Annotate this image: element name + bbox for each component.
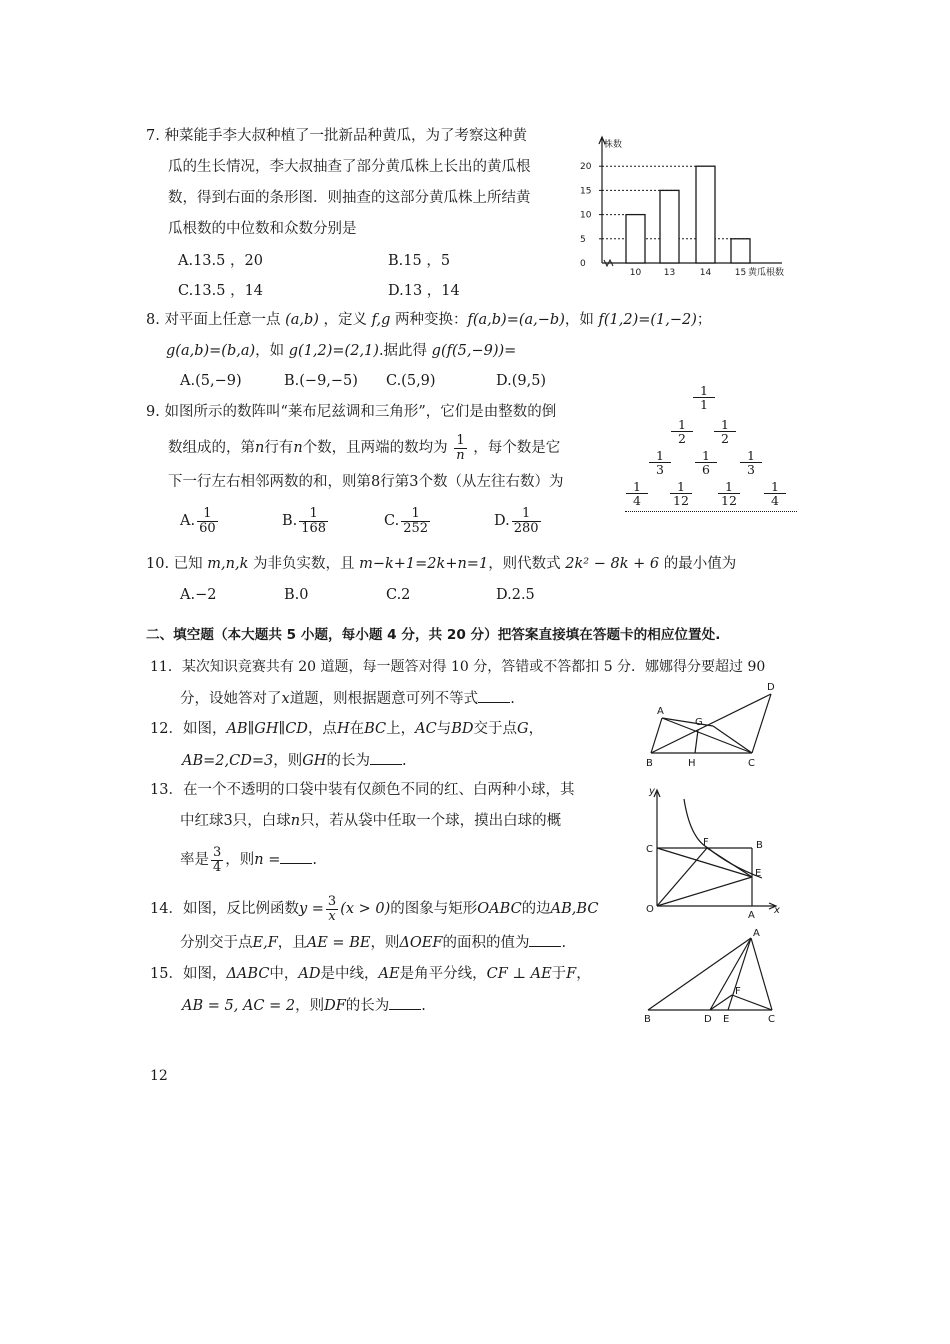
q8-g-example: g(1,2)=(2,1) xyxy=(288,343,379,359)
q14-line1 xyxy=(150,895,598,923)
q11-answer-blank xyxy=(478,690,510,703)
fig12-label-c: C xyxy=(748,758,755,769)
q12-text-2b: ，则 xyxy=(273,753,303,769)
q13-line1: 13．在一个不透明的口袋中装有仅颜色不同的红、白两种小球，其 xyxy=(150,782,575,798)
q15-text-1c: 中， xyxy=(269,966,299,982)
chart-x-tick-label: 10 xyxy=(629,268,642,278)
q15-text-1i: 于 xyxy=(551,966,567,982)
q15-point-f: F xyxy=(566,966,577,982)
q12-text-1a: 12．如图， xyxy=(150,721,227,737)
q14-answer-blank xyxy=(529,934,561,947)
q10-expression: 2k² − 8k + 6 xyxy=(565,556,660,572)
q15-line2 xyxy=(182,997,426,1015)
q13-text-3a: 率是 xyxy=(180,852,209,869)
tri-r4-c2: 1 12 xyxy=(670,480,692,507)
tri-r1-c1: 1 1 xyxy=(693,384,715,411)
q8-line1 xyxy=(146,312,711,329)
q9-option-c-num: 1 xyxy=(401,507,430,522)
chart-bar-10 xyxy=(626,215,645,263)
q14-text-1f: 的边 xyxy=(521,901,551,918)
q9-text-2f: ，每个数是它 xyxy=(473,440,561,457)
q9-option-d-label: D. xyxy=(494,513,510,530)
q14-points: E,F xyxy=(252,935,278,951)
q10-text-1g: 的最小值为 xyxy=(663,556,737,572)
q8-text-2b: ，如 xyxy=(255,343,285,359)
q10-condition: m−k+1=2k+n=1 xyxy=(359,556,489,572)
q10-line1 xyxy=(146,556,736,573)
q15-seg-ae: AE xyxy=(378,966,400,982)
fig15-label-b: B xyxy=(644,1014,651,1024)
q9-option-a xyxy=(180,507,220,535)
q9-option-b-num: 1 xyxy=(299,507,328,522)
q14-sides: AB,BC xyxy=(550,901,599,918)
q13-n-equals: n = xyxy=(254,852,281,869)
q13-fraction-num: 3 xyxy=(213,845,222,860)
q12-point-h: H xyxy=(336,721,350,737)
chart-y-tick-label: 0 xyxy=(580,259,586,269)
fig14-label-c: C xyxy=(646,844,653,855)
q14-triangle: ΔOEF xyxy=(399,935,443,951)
figure-q12 xyxy=(640,680,790,770)
fig15-label-c: C xyxy=(768,1014,775,1024)
q7-line4: 瓜根数的中位数和众数分别是 xyxy=(168,221,357,237)
q13-line3 xyxy=(180,846,317,874)
q8-line2 xyxy=(166,343,516,360)
q13-text-2c: 只，若从袋中任取一个球，摸出白球的概 xyxy=(300,813,562,829)
q14-line2 xyxy=(180,934,566,952)
q9-line2 xyxy=(168,434,560,462)
tri-r3-c2: 1 6 xyxy=(695,449,717,476)
q15-line1 xyxy=(150,966,591,983)
q13-fraction xyxy=(211,846,223,874)
q7-option-c: C.13.5 ，14 xyxy=(178,283,264,299)
q7-line2: 瓜的生长情况，李大叔抽查了部分黄瓜株上长出的黄瓜根 xyxy=(168,159,531,175)
q15-text-1g: 是角平分线， xyxy=(399,966,487,982)
tri-r4-c1: 1 4 xyxy=(626,480,648,507)
q12-point-g: G xyxy=(516,721,529,737)
chart-y-label: 株数 xyxy=(604,140,623,150)
fig14-label-o: O xyxy=(646,904,654,915)
fig12-label-b: B xyxy=(646,758,653,769)
chart-axis-break xyxy=(604,260,613,266)
q12-text-1e: 在 xyxy=(349,721,365,737)
q15-text-2e: . xyxy=(421,998,426,1014)
q9-text-2e: 个数，且两端的数均为 xyxy=(302,440,448,457)
q14-condition: AE = BE xyxy=(306,935,371,951)
q14-fraction-num: 3 xyxy=(327,894,337,909)
q15-perp: CF ⊥ AE xyxy=(486,966,552,982)
q8-text-1g: ，如 xyxy=(564,312,594,328)
q13-answer-blank xyxy=(280,851,312,864)
q9-option-b-den: 168 xyxy=(301,520,327,536)
q14-fraction-den: x xyxy=(328,908,336,924)
q14-rect: OABC xyxy=(477,901,522,918)
chart-x-tick-label: 13 xyxy=(663,268,676,278)
q9-option-b xyxy=(282,507,330,535)
chart-y-tick-label: 15 xyxy=(580,186,592,197)
q9-option-c-label: C. xyxy=(384,513,400,530)
fig12-label-g: G xyxy=(695,717,703,728)
q7-option-a: A.13.5 ，20 xyxy=(178,253,263,269)
q15-text-1a: 15．如图， xyxy=(150,966,227,982)
q9-var-n2: n xyxy=(293,440,303,457)
q14-y-equals: y = xyxy=(298,901,324,918)
q7-option-d: D.13 ，14 xyxy=(388,283,460,299)
fig12-label-a: A xyxy=(657,706,664,717)
fig15-label-f: F xyxy=(735,986,741,997)
q8-g-def: g(a,b)=(b,a) xyxy=(166,343,256,359)
chart-y-tick-label: 20 xyxy=(580,162,592,173)
q8-option-c: C.(5,9) xyxy=(386,373,436,389)
q14-text-2g: 的面积的值为 xyxy=(442,935,530,951)
q13-fraction-den: 4 xyxy=(213,859,222,875)
q7-line1: 7. 种菜能手李大叔种植了一批新品种黄瓜，为了考察这种黄 xyxy=(146,128,527,144)
q14-text-2h: . xyxy=(561,935,567,951)
q8-option-d: D.(9,5) xyxy=(496,373,547,389)
q14-text-2c: ，且 xyxy=(277,935,307,951)
q9-option-a-num: 1 xyxy=(197,507,218,522)
q8-f-example: f(1,2)=(1,−2) xyxy=(598,312,697,328)
q13-line2 xyxy=(180,813,561,830)
q15-text-1e: 是中线， xyxy=(320,966,379,982)
fig14-label-b: B xyxy=(756,840,763,851)
q12-text-2d: 的长为 xyxy=(326,753,370,769)
q15-seg-ad: AD xyxy=(298,966,321,982)
q14-domain: (x > 0) xyxy=(340,901,391,918)
q9-option-d-num: 1 xyxy=(512,507,541,522)
q9-option-d xyxy=(494,507,543,535)
q9-option-a-label: A. xyxy=(180,513,196,530)
q9-text-2c: 行有 xyxy=(264,440,294,457)
q12-seg-bc: BC xyxy=(364,721,387,737)
q10-text-1a: 10. 已知 xyxy=(146,556,203,572)
q8-option-b: B.(−9,−5) xyxy=(284,373,358,389)
fig14-label-e: E xyxy=(755,868,762,879)
q9-fraction-num: 1 xyxy=(454,434,466,449)
q9-line3: 下一行左右相邻两数的和，则第8行第3个数（从左往右数）为 xyxy=(168,474,564,490)
q10-text-1c: 为非负实数，且 xyxy=(252,556,355,572)
chart-bar-15 xyxy=(731,239,750,263)
q12-text-2e: . xyxy=(401,753,407,769)
q10-option-c: C.2 xyxy=(386,587,411,603)
q15-answer-blank xyxy=(389,997,421,1010)
q9-var-n1: n xyxy=(255,440,265,457)
q14-text-1a: 14．如图，反比例函数 xyxy=(150,901,299,918)
q9-option-c-den: 252 xyxy=(403,520,429,536)
page-number: 12 xyxy=(150,1068,168,1084)
q9-line1: 9. 如图所示的数阵叫“莱布尼兹调和三角形”，它们是由整数的倒 xyxy=(146,404,557,420)
figure-q14 xyxy=(640,778,790,920)
q8-option-a: A.(5,−9) xyxy=(180,373,242,389)
q8-text-1i: ； xyxy=(696,312,712,328)
q10-option-d: D.2.5 xyxy=(496,587,535,603)
chart-bar-13 xyxy=(660,190,679,263)
q13-text-3b: ，则 xyxy=(225,852,255,869)
tri-r2-c1: 1 2 xyxy=(671,418,693,445)
q8-text-2d: .据此得 xyxy=(378,343,428,359)
q11-text-2d: . xyxy=(510,691,515,707)
q12-text-1m: ， xyxy=(528,721,544,737)
fig14-label-x: x xyxy=(774,905,780,916)
fig15-label-a: A xyxy=(753,928,760,939)
q12-parallel: AB∥GH∥CD xyxy=(226,721,308,737)
q10-vars: m,n,k xyxy=(207,556,249,572)
q13-text-2a: 中红球3只，白球 xyxy=(180,813,291,829)
fig15-label-d: D xyxy=(704,1014,712,1024)
triangle-dotted-line xyxy=(625,511,797,512)
q8-text-1c: ，定义 xyxy=(323,312,368,328)
q12-text-1c: ，点 xyxy=(307,721,337,737)
q12-text-1g: 上， xyxy=(386,721,416,737)
q12-line2 xyxy=(182,752,407,770)
q9-option-a-den: 60 xyxy=(199,520,216,536)
q12-seg-gh: GH xyxy=(302,753,327,769)
q12-text-1k: 交于点 xyxy=(473,721,517,737)
q9-option-d-den: 280 xyxy=(513,520,539,536)
q15-triangle: ΔABC xyxy=(226,966,270,982)
q15-seg-df: DF xyxy=(324,998,346,1014)
q8-f-def: f(a,b)=(a,−b) xyxy=(467,312,565,328)
q15-given: AB = 5, AC = 2 xyxy=(182,998,296,1014)
q14-text-2e: ，则 xyxy=(370,935,400,951)
q15-text-1k: ， xyxy=(576,966,591,982)
q11-line2 xyxy=(180,690,515,708)
chart-x-label: 黄瓜根数 xyxy=(747,268,784,278)
q7-line3: 数，得到右面的条形图．则抽查的这部分黄瓜株上所结黄 xyxy=(168,190,531,206)
tri-r3-c3: 1 3 xyxy=(740,449,762,476)
figure-q15 xyxy=(640,924,790,1024)
q8-point: (a,b) xyxy=(285,312,319,328)
fig14-label-y: y xyxy=(649,786,655,797)
q11-line1: 11．某次知识竞赛共有 20 道题，每一题答对得 10 分，答错或不答都扣 5 分．娜娜得分要超过 90 xyxy=(150,659,766,675)
fig12-label-d: D xyxy=(767,682,775,693)
tri-r2-c2: 1 2 xyxy=(714,418,736,445)
q8-text-1e: 两种变换： xyxy=(395,312,468,328)
q12-seg-ac: AC xyxy=(415,721,437,737)
chart-bar-14 xyxy=(696,166,715,263)
q14-fraction xyxy=(326,895,338,923)
q8-expression: g(f(5,−9))= xyxy=(431,343,517,359)
tri-r4-c3: 1 12 xyxy=(718,480,740,507)
q15-text-2d: 的长为 xyxy=(345,998,390,1014)
q14-text-1d: 的图象与矩形 xyxy=(390,901,478,918)
q8-fg: f,g xyxy=(371,312,391,328)
q9-option-b-label: B. xyxy=(282,513,298,530)
chart-x-tick-label: 15 xyxy=(734,268,747,278)
q10-option-b: B.0 xyxy=(284,587,309,603)
q11-text-2a: 分，设她答对了 xyxy=(180,691,282,707)
q12-given: AB=2,CD=3 xyxy=(182,753,274,769)
q12-seg-bd: BD xyxy=(451,721,474,737)
chart-y-tick-label: 10 xyxy=(580,210,592,221)
tri-r4-c4: 1 4 xyxy=(764,480,786,507)
chart-y-tick-label: 5 xyxy=(580,234,586,245)
fig12-label-h: H xyxy=(688,758,696,769)
q8-text-1a: 8. 对平面上任意一点 xyxy=(146,312,281,328)
q7-option-b: B.15 ，5 xyxy=(388,253,451,269)
fig14-label-f: F xyxy=(703,837,709,848)
q9-option-c xyxy=(384,507,432,535)
q10-option-a: A.−2 xyxy=(180,587,217,603)
bar-chart xyxy=(560,130,800,290)
q10-text-1e: ，则代数式 xyxy=(488,556,561,572)
q13-text-3d: . xyxy=(312,852,317,869)
fig14-label-a: A xyxy=(748,910,755,920)
q9-fraction xyxy=(454,434,466,462)
q13-var-n: n xyxy=(290,813,301,829)
q11-var-x: x xyxy=(281,691,290,707)
q11-text-2c: 道题，则根据题意可列不等式 xyxy=(289,691,479,707)
q9-fraction-den: n xyxy=(456,447,465,463)
q14-text-2a: 分别交于点 xyxy=(180,935,253,951)
q9-text-2a: 数组成的，第 xyxy=(168,440,255,457)
fig15-label-e: E xyxy=(723,1014,730,1024)
section-2-heading: 二、填空题（本大题共 5 小题，每小题 4 分，共 20 分）把答案直接填在答题卡的相应位置处. xyxy=(146,627,721,643)
q12-answer-blank xyxy=(370,752,402,765)
q12-text-1i: 与 xyxy=(436,721,452,737)
q15-text-2b: ，则 xyxy=(295,998,325,1014)
tri-r3-c1: 1 3 xyxy=(649,449,671,476)
q12-line1 xyxy=(150,721,543,738)
chart-x-tick-label: 14 xyxy=(699,268,712,278)
